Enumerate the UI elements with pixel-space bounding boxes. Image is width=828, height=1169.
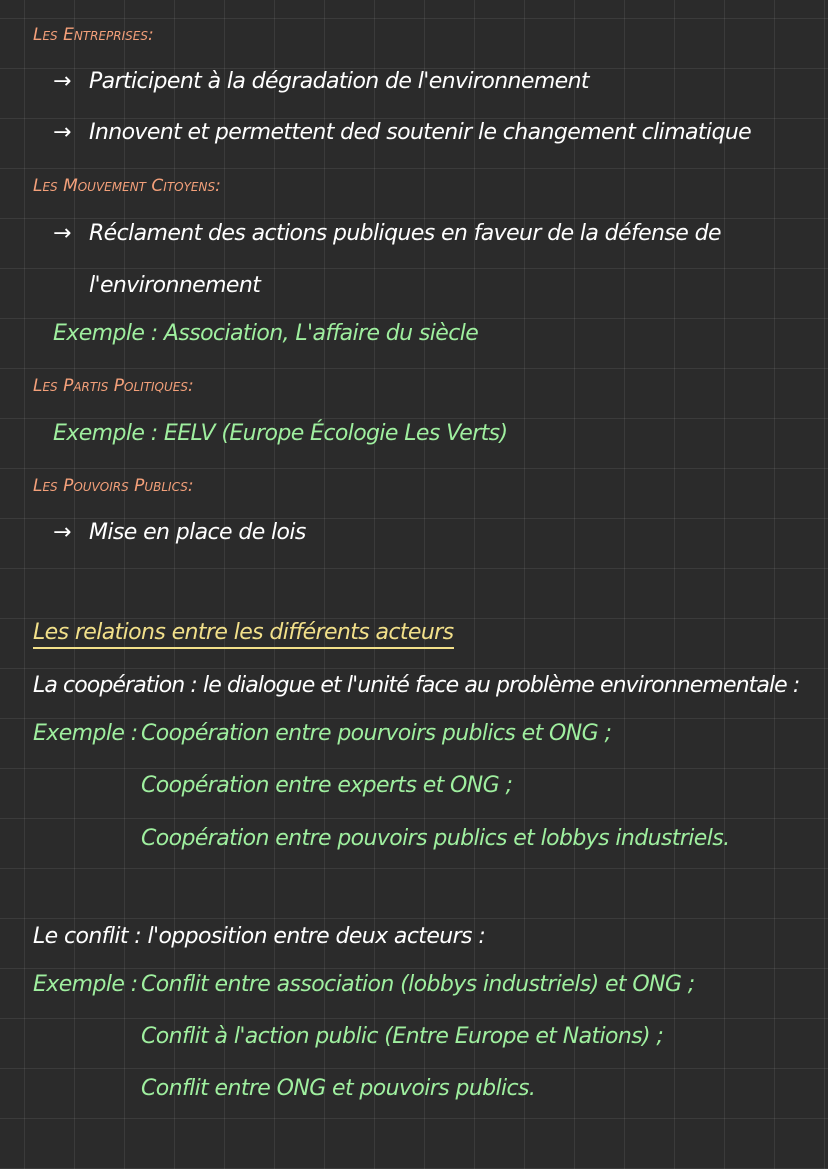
conflit-example-3: Conflit entre ONG et pouvoirs publics. [141,1076,536,1101]
cooperation-example-3: Coopération entre pouvoirs publics et lobbys industriels. [141,826,730,851]
mouvement-citoyens-point-continuation: l'environnement [89,273,261,298]
entreprises-point-2-text: Innovent et permettent ded soutenir le changement climatique [89,120,752,145]
cooperation-example-1: Coopération entre pourvoirs publics et ONG ; [141,721,612,746]
mouvement-citoyens-heading: Les Mouvement Citoyens: [33,176,221,196]
arrow-icon: → [53,520,71,545]
conflit-example-1: Conflit entre association (lobbys industriels) et ONG ; [141,972,695,997]
mouvement-citoyens-point [53,223,721,245]
cooperation-intro: La coopération : le dialogue et l'unité face au problème environnementale : [33,673,800,698]
conflit-example-label: Exemple : [33,972,138,997]
cooperation-example-label: Exemple : [33,721,138,746]
entreprises-point-2 [53,122,751,144]
partis-politiques-example: Exemple : EELV (Europe Écologie Les Verts) [53,421,508,446]
partis-politiques-heading: Les Partis Politiques: [33,376,194,396]
conflit-example-2: Conflit à l'action public (Entre Europe et Nations) ; [141,1024,664,1049]
arrow-icon: → [53,221,71,246]
mouvement-citoyens-example: Exemple : Association, L'affaire du siècle [53,321,479,346]
pouvoirs-publics-point [53,522,306,544]
entreprises-heading: Les Entreprises: [33,25,154,45]
arrow-icon: → [53,120,71,145]
entreprises-point-1-text: Participent à la dégradation de l'environnement [89,69,589,94]
relations-section-title: Les relations entre les différents acteurs [33,622,454,649]
mouvement-citoyens-point-text: Réclament des actions publiques en faveur de la défense de [89,221,721,246]
pouvoirs-publics-point-text: Mise en place de lois [89,520,306,545]
entreprises-point-1 [53,71,589,93]
pouvoirs-publics-heading: Les Pouvoirs Publics: [33,476,194,496]
conflit-intro: Le conflit : l'opposition entre deux acteurs : [33,924,486,949]
cooperation-example-2: Coopération entre experts et ONG ; [141,773,513,798]
arrow-icon: → [53,69,71,94]
